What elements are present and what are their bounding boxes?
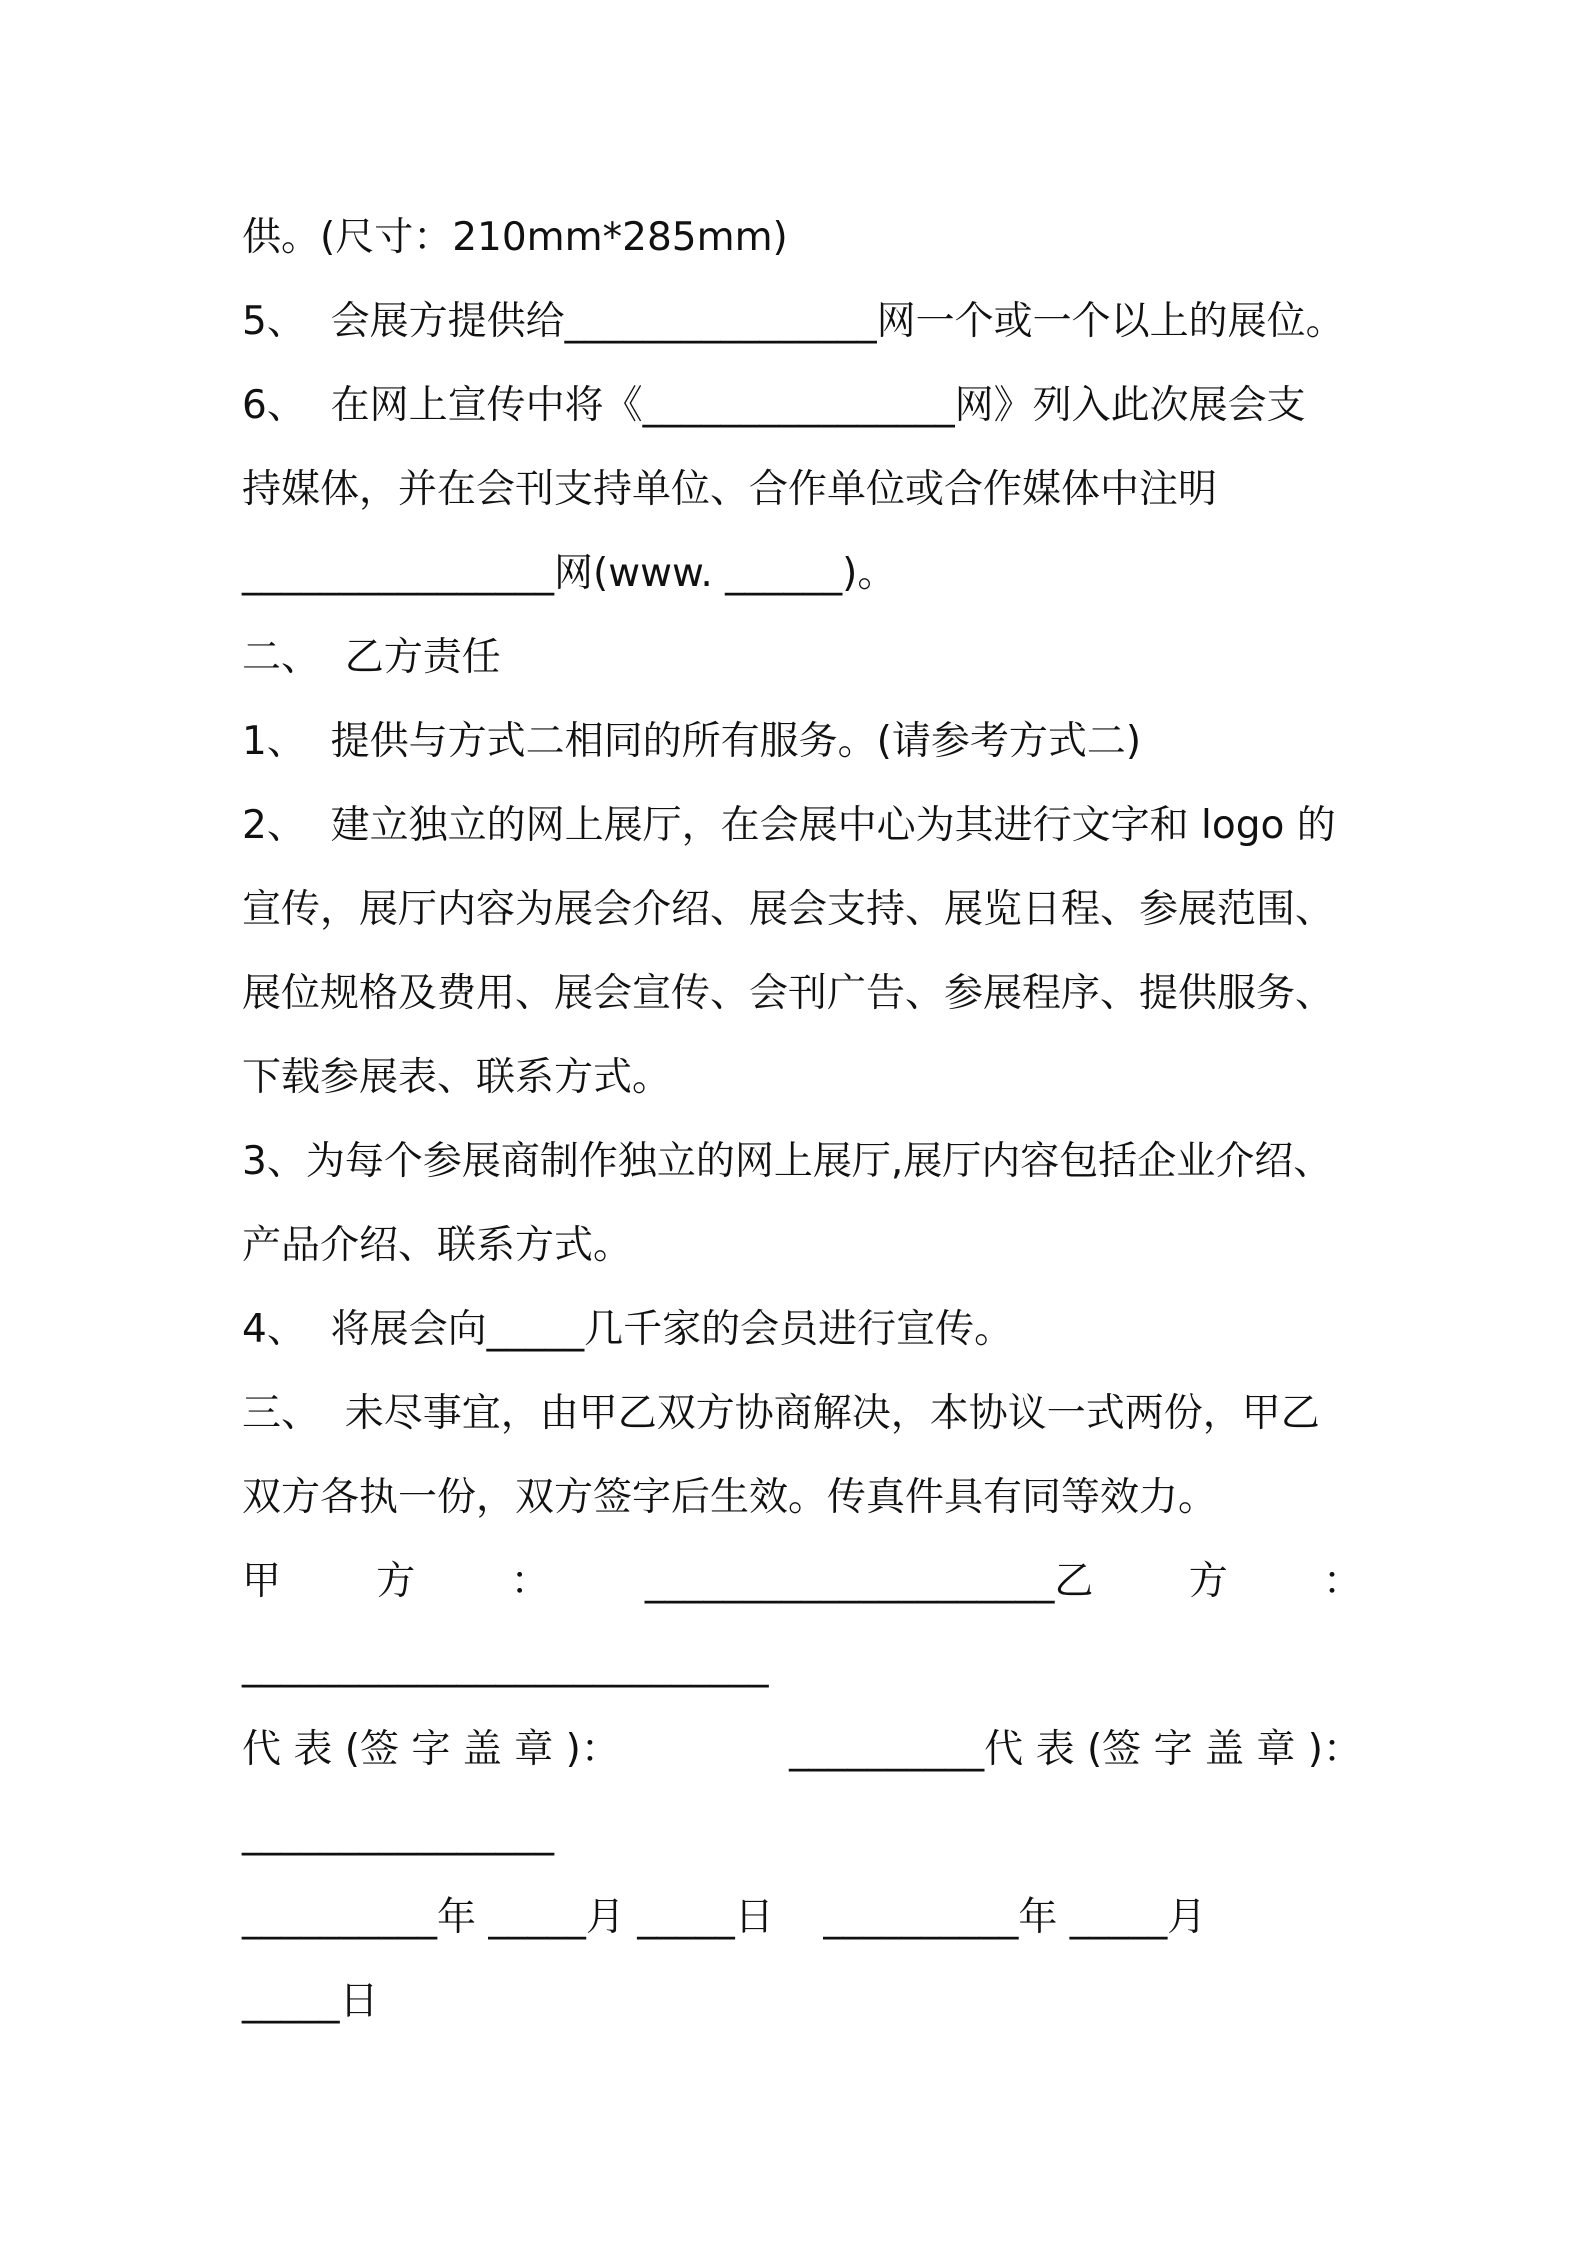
party-b-blank: ___________________________ (242, 1643, 769, 1688)
text-line: 产品介绍、联系方式。 (242, 1223, 633, 1268)
text-line: 1、 提供与方式二相同的所有服务。(请参考方式二) (242, 719, 1142, 764)
date-line: __________年 _____月 _____日 __________年 _____月 (242, 1895, 1207, 1940)
party-a-label-suffix: 方 (376, 1559, 416, 1604)
document-body (242, 196, 1362, 2044)
rep-a-label: 代 表 (签 字 盖 章 )： (242, 1727, 620, 1772)
rep-a-blank: __________代 表 (签 字 盖 章 )： (789, 1727, 1362, 1772)
rep-b-blank: ________________ (242, 1811, 554, 1856)
text-line: 6、 在网上宣传中将《________________网》列入此次展会支 (242, 383, 1306, 428)
party-a-colon: ： (510, 1559, 550, 1604)
section-heading: 三、 未尽事宜，由甲乙双方协商解决，本协议一式两份，甲乙 (242, 1391, 1320, 1436)
text-line: ________________网(www. ______)。 (242, 551, 897, 596)
party-a-label: 甲 (242, 1559, 282, 1604)
text-line: 宣传，展厅内容为展会介绍、展会支持、展览日程、参展范围、 (242, 887, 1335, 932)
text-line: 4、 将展会向_____几千家的会员进行宣传。 (242, 1307, 1014, 1352)
text-line: 供。(尺寸：210mm*285mm) (242, 215, 788, 260)
date-line-end: _____日 (242, 1979, 379, 2024)
text-line: 下载参展表、联系方式。 (242, 1055, 672, 1100)
signature-party-line (242, 1540, 1362, 1624)
party-b-label-suffix: 方 (1188, 1559, 1228, 1604)
text-line: 双方各执一份，双方签字后生效。传真件具有同等效力。 (242, 1475, 1218, 1520)
representative-line (242, 1708, 1362, 1792)
section-heading: 二、 乙方责任 (242, 635, 501, 680)
text-line: 2、 建立独立的网上展厅，在会展中心为其进行文字和 logo 的 (242, 803, 1336, 848)
party-a-blank: _____________________乙 (644, 1559, 1094, 1604)
text-line: 持媒体，并在会刊支持单位、合作单位或合作媒体中注明 (242, 467, 1218, 512)
party-b-colon: ： (1322, 1559, 1362, 1604)
text-line: 3、为每个参展商制作独立的网上展厅,展厅内容包括企业介绍、 (242, 1139, 1333, 1184)
text-line: 5、 会展方提供给________________网一个或一个以上的展位。 (242, 299, 1345, 344)
text-line: 展位规格及费用、展会宣传、会刊广告、参展程序、提供服务、 (242, 971, 1335, 1016)
